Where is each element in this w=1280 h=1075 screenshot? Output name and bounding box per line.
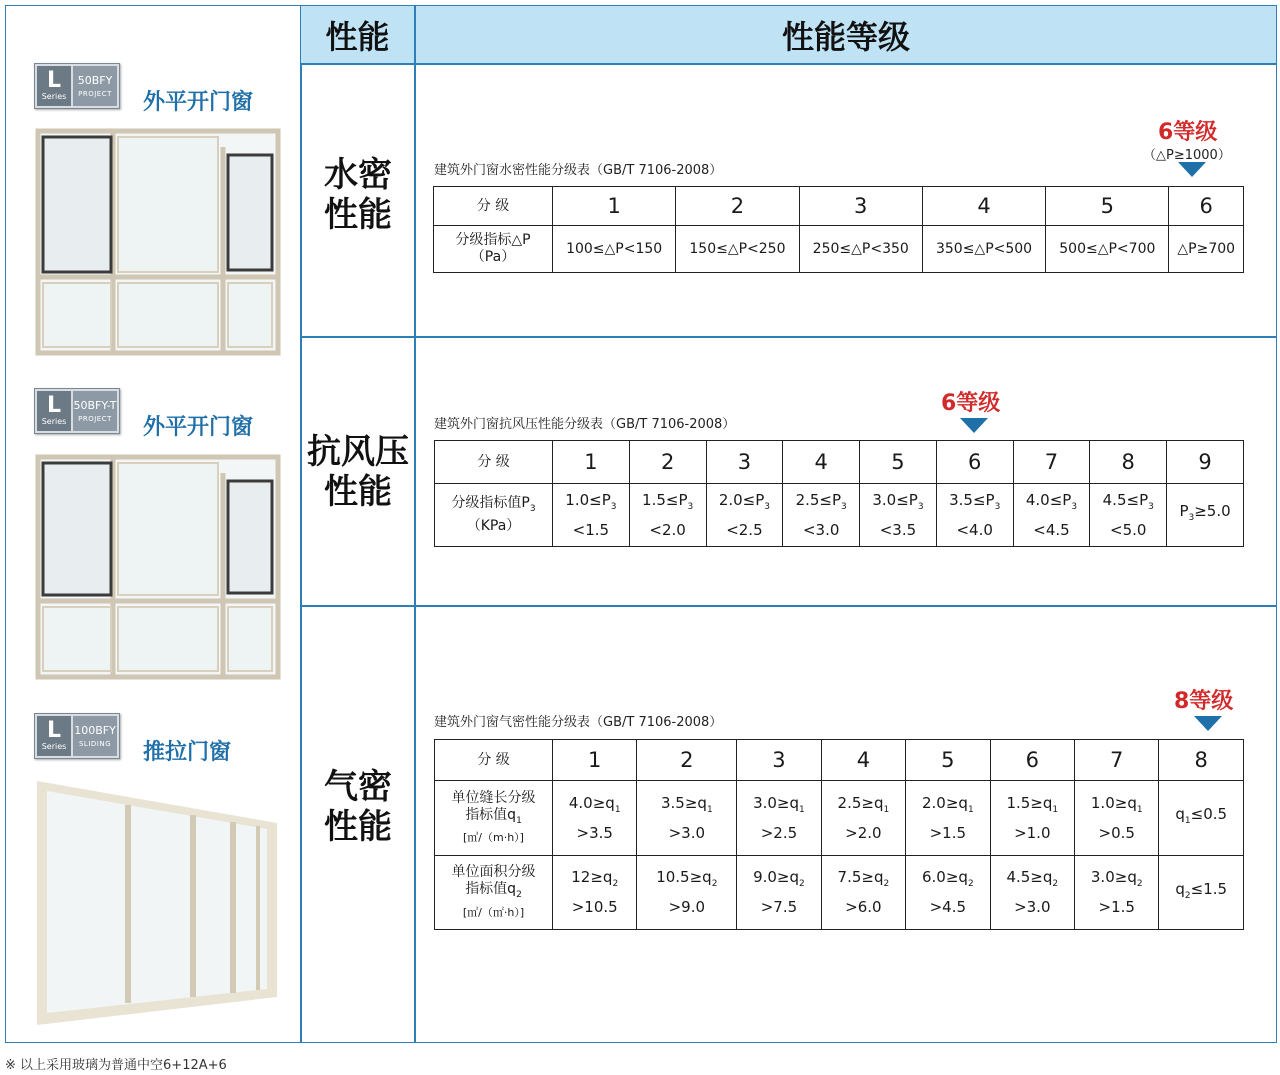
air-row1-value-1: $4.0\ge q_1$ >3.5 xyxy=(553,781,637,856)
water-row-label: 分级指标△P （Pa） xyxy=(434,226,553,273)
wind-value-4: $2.5\le P_3$ <3.0 xyxy=(783,484,860,547)
wind-value-5: $3.0\le P_3$ <3.5 xyxy=(860,484,937,547)
air-grade-8: 8 xyxy=(1159,740,1244,781)
series-badge-2: L Series 50BFY-T PROJECT xyxy=(34,388,120,434)
air-grade-2: 2 xyxy=(637,740,737,781)
wind-row-label: 分级指标值$P_3$ （KPa） xyxy=(435,484,553,547)
water-grade-2: 2 xyxy=(676,187,799,226)
row-label-wind xyxy=(302,427,414,517)
header-performance: 性能 xyxy=(301,6,414,63)
air-row1-value-5: $2.0\ge q_1$ >1.5 xyxy=(906,781,990,856)
casement-window-image-1 xyxy=(33,127,281,357)
water-value-1: 100≤△P<150 xyxy=(553,226,676,273)
wind-grade-1: 1 xyxy=(553,441,630,484)
water-value-3: 250≤△P<350 xyxy=(799,226,922,273)
air-grade-5: 5 xyxy=(906,740,990,781)
wind-value-9: $P_3\ge 5.0$ xyxy=(1167,484,1244,547)
wind-value-6: $3.5\le P_3$ <4.0 xyxy=(936,484,1013,547)
wind-grade-7: 7 xyxy=(1013,441,1090,484)
row-label-air xyxy=(302,762,414,852)
wind-grade-8: 8 xyxy=(1090,441,1167,484)
wind-table-caption: 建筑外门窗抗风压性能分级表（GB/T 7106-2008） xyxy=(434,417,736,432)
wind-value-3: $2.0\le P_3$ <2.5 xyxy=(706,484,783,547)
air-row1-value-8: $q_1\le 0.5$ xyxy=(1159,781,1244,856)
wind-table xyxy=(434,440,1244,547)
wind-grade-3: 3 xyxy=(706,441,783,484)
water-table-caption: 建筑外门窗水密性能分级表（GB/T 7106-2008） xyxy=(434,163,723,178)
air-row1-value-6: $1.5\ge q_1$ >1.0 xyxy=(990,781,1074,856)
wind-value-1: $1.0\le P_3$ <1.5 xyxy=(553,484,630,547)
air-head-label: 分 级 xyxy=(435,740,553,781)
wind-grade-label: 6等级 xyxy=(941,391,1001,416)
air-row2-value-8: $q_2\le 1.5$ xyxy=(1159,856,1244,930)
wind-grade-5: 5 xyxy=(860,441,937,484)
water-label-line2: 性能 xyxy=(324,195,392,235)
air-table-caption: 建筑外门窗气密性能分级表（GB/T 7106-2008） xyxy=(434,715,723,730)
air-grade-7: 7 xyxy=(1075,740,1159,781)
air-row2-value-4: $7.5\ge q_2$ >6.0 xyxy=(821,856,905,930)
wind-value-2: $1.5\le P_3$ <2.0 xyxy=(629,484,706,547)
water-value-5: 500≤△P<700 xyxy=(1046,226,1169,273)
footnote: ※ 以上采用玻璃为普通中空6+12A+6 xyxy=(5,1058,227,1073)
water-table xyxy=(433,186,1244,273)
air-grade-arrow-icon xyxy=(1194,716,1222,731)
water-grade-label: 6等级 xyxy=(1158,120,1218,145)
air-grade-1: 1 xyxy=(553,740,637,781)
water-grade-1: 1 xyxy=(553,187,676,226)
water-grade-6: 6 xyxy=(1169,187,1244,226)
water-grade-5: 5 xyxy=(1046,187,1169,226)
wind-grade-2: 2 xyxy=(629,441,706,484)
row-label-water xyxy=(302,150,414,240)
air-row2-value-1: $12\ge q_2$ >10.5 xyxy=(553,856,637,930)
water-value-2: 150≤△P<250 xyxy=(676,226,799,273)
product-title-2: 外平开门窗 xyxy=(143,415,254,440)
air-row2-value-5: $6.0\ge q_2$ >4.5 xyxy=(906,856,990,930)
air-grade-3: 3 xyxy=(737,740,821,781)
air-row2-value-2: $10.5\ge q_2$ >9.0 xyxy=(637,856,737,930)
air-row2-value-6: $4.5\ge q_2$ >3.0 xyxy=(990,856,1074,930)
casement-window-image-2 xyxy=(33,453,281,681)
wind-value-7: $4.0\le P_3$ <4.5 xyxy=(1013,484,1090,547)
air-row1-value-7: $1.0\ge q_1$ >0.5 xyxy=(1075,781,1159,856)
air-row2-label: 单位面积分级 指标值$q_2$ [㎥/（㎡·h）] xyxy=(435,856,553,930)
air-grade-label: 8等级 xyxy=(1174,689,1234,714)
air-label-line1: 气密 xyxy=(324,767,392,807)
wind-grade-6: 6 xyxy=(936,441,1013,484)
divider-row2 xyxy=(300,605,1277,607)
air-row2-value-7: $3.0\ge q_2$ >1.5 xyxy=(1075,856,1159,930)
air-label-line2: 性能 xyxy=(324,807,392,847)
water-grade-4: 4 xyxy=(922,187,1045,226)
sliding-window-image xyxy=(33,775,281,1030)
wind-grade-9: 9 xyxy=(1167,441,1244,484)
header-grade: 性能等级 xyxy=(416,6,1276,63)
wind-head-label: 分 级 xyxy=(435,441,553,484)
divider-row1 xyxy=(300,336,1277,338)
water-grade-arrow-icon xyxy=(1178,162,1206,177)
wind-label-line1: 抗风压 xyxy=(307,432,409,472)
wind-grade-arrow-icon xyxy=(960,418,988,433)
water-label-line1: 水密 xyxy=(324,155,392,195)
air-row2-value-3: $9.0\ge q_2$ >7.5 xyxy=(737,856,821,930)
series-badge-3: L Series 100BFY SLIDING xyxy=(34,713,120,759)
water-head-label: 分 级 xyxy=(434,187,553,226)
product-title-3: 推拉门窗 xyxy=(143,740,232,765)
water-grade-note: （△P≥1000） xyxy=(1143,148,1231,163)
air-row1-value-2: $3.5\ge q_1$ >3.0 xyxy=(637,781,737,856)
air-row1-value-3: $3.0\ge q_1$ >2.5 xyxy=(737,781,821,856)
water-value-6: △P≥700 xyxy=(1169,226,1244,273)
water-value-4: 350≤△P<500 xyxy=(922,226,1045,273)
divider-header xyxy=(300,63,1277,65)
air-table xyxy=(434,739,1244,930)
wind-value-8: $4.5\le P_3$ <5.0 xyxy=(1090,484,1167,547)
air-row1-value-4: $2.5\ge q_1$ >2.0 xyxy=(821,781,905,856)
series-badge-1: L Series 50BFY PROJECT xyxy=(34,63,120,109)
water-grade-3: 3 xyxy=(799,187,922,226)
wind-label-line2: 性能 xyxy=(324,472,392,512)
wind-grade-4: 4 xyxy=(783,441,860,484)
divider-mid xyxy=(414,5,416,1043)
air-grade-6: 6 xyxy=(990,740,1074,781)
air-grade-4: 4 xyxy=(821,740,905,781)
product-title-1: 外平开门窗 xyxy=(143,90,254,115)
air-row1-label: 单位缝长分级 指标值$q_1$ [㎥/（m·h）] xyxy=(435,781,553,856)
